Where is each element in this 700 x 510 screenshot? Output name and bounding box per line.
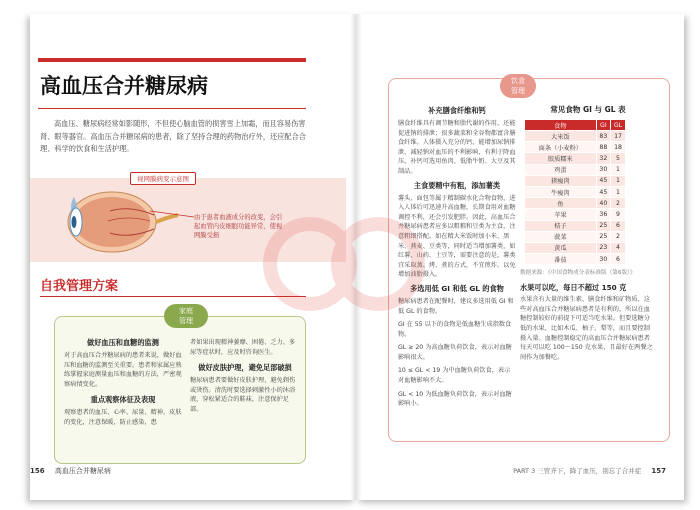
left-folio bbox=[30, 466, 111, 476]
table-cell: 桔子 bbox=[525, 220, 597, 231]
table-header-row bbox=[525, 120, 626, 131]
table-row bbox=[525, 175, 626, 186]
paragraph-monitoring: 对于高血压合并糖尿病的患者来说，做好血压和血糖的监测至关重要。患者和家属应熟练掌握家庭测量血压和血糖的方法，严密观察病情变化。 bbox=[64, 352, 182, 388]
table-row bbox=[525, 186, 626, 197]
table-header: GL bbox=[611, 120, 626, 131]
badge-label: 家庭 管理 bbox=[179, 307, 193, 325]
gi-table-title: 常见食物 GI 与 GL 表 bbox=[550, 105, 626, 114]
section-heading: 自我管理方案 bbox=[40, 279, 119, 294]
care-column-right bbox=[190, 338, 300, 420]
table-source-note: 数据来源：《中国食物成分表标准版（第6版）》 bbox=[520, 270, 636, 277]
paragraph-continued: 者如果出现精神萎靡、困倦、乏力、多尿等症状时，应及时咨询医生。 bbox=[190, 339, 296, 356]
table-cell: 25 bbox=[596, 231, 610, 242]
paragraph-gl-mid: 10 ≤ GL < 19 为中血糖负荷饮食，表示对血糖影响不大。 bbox=[398, 367, 511, 385]
table-cell: 胶质糯米 bbox=[525, 153, 597, 164]
table-cell: 30 bbox=[596, 254, 610, 265]
table-cell: 45 bbox=[596, 186, 610, 197]
eye-diagram bbox=[50, 185, 180, 259]
table-header: 食物 bbox=[525, 120, 597, 131]
table-row bbox=[525, 209, 626, 220]
page-number-right: 157 bbox=[651, 467, 666, 475]
table-cell: 5 bbox=[611, 153, 626, 164]
paragraph-gl-low: GL < 10 为低血糖负荷饮食，表示对血糖影响小。 bbox=[398, 390, 512, 408]
table-cell: 面条（小麦粉） bbox=[525, 142, 597, 153]
watermark-logo bbox=[250, 186, 440, 316]
table-cell: 25 bbox=[596, 220, 610, 231]
diagram-annotation: 由于患者血液成分的改变，会引起血管内皮细胞功能异常，使视网膜受损 bbox=[194, 214, 283, 239]
table-row bbox=[525, 231, 626, 242]
title-top-rule bbox=[38, 58, 306, 62]
right-folio bbox=[513, 466, 666, 475]
table-cell: 17 bbox=[611, 131, 626, 142]
pointer-line bbox=[150, 205, 196, 221]
diet-column-right bbox=[520, 104, 656, 366]
table-cell: 猪瘦肉 bbox=[525, 175, 597, 186]
subheading-skin-care: 做好皮肤护理，避免足部破损 bbox=[198, 363, 292, 372]
table-cell: 4 bbox=[611, 242, 626, 253]
table-cell: 32 bbox=[596, 153, 610, 164]
paragraph-skin-care: 糖尿病患者要做好皮肤护理，避免剃伤或烫伤。清洗时要选择刺激性小的沐浴液，穿松紧适合的鞋袜，注意保护足部。 bbox=[190, 377, 296, 413]
gi-gl-table bbox=[524, 119, 626, 265]
table-row bbox=[525, 153, 626, 164]
page-number-left: 156 bbox=[30, 467, 45, 475]
table-cell: 番茄 bbox=[525, 254, 597, 265]
table-cell: 鱼 bbox=[525, 198, 597, 209]
table-cell: 30 bbox=[596, 164, 610, 175]
table-cell: 83 bbox=[596, 131, 610, 142]
paragraph-gi-low: GI 在 55 以下的食物是低血糖生成指数食物。 bbox=[398, 321, 512, 338]
table-cell: 18 bbox=[611, 142, 626, 153]
table-cell: 45 bbox=[596, 175, 610, 186]
page-title: 高血压合并糖尿病 bbox=[40, 74, 208, 98]
table-header: GI bbox=[596, 120, 610, 131]
badge-label: 饮食 管理 bbox=[511, 77, 525, 95]
paragraph-staples: 薯头、面包等属于精制碳水化合物食物，进入人体后可迅速升高血糖，长期食用对血糖调控不利，还会引发肥胖。因此，高血压合并糖尿病患者应多以粗粮和豆类为主食，注意粗细搭配。如在精大米饭时加小米、黑米、燕麦、豆类等，同时适当增加薯类，如红薯、山药、土豆等，需要注意的是，薯类宜采取蒸、烤、煮的方式，不宜煎炸。以免增加油脂摄入。 bbox=[398, 194, 516, 279]
table-cell: 2 bbox=[611, 198, 626, 209]
table-cell: 23 bbox=[596, 242, 610, 253]
table-row bbox=[525, 242, 626, 253]
table-row bbox=[525, 142, 626, 153]
table-cell: 大米饭 bbox=[525, 131, 597, 142]
paragraph-fiber: 膳食纤维具有调节糖和脂代谢的作用，还能促进钠的排泄；很多蔬菜和全谷物都富含膳食纤维。人体摄入充分的钙，能增加尿钠排泄，减轻钠对血压的不利影响，有利于降血压。补钙可选用鱼肉、低脂牛奶、大豆及其制品。 bbox=[398, 120, 516, 175]
table-cell: 1 bbox=[611, 186, 626, 197]
title-bottom-rule bbox=[38, 108, 306, 109]
table-cell: 黄瓜 bbox=[525, 242, 597, 253]
paragraph-gi-gl: 糖尿病患者在配餐时，建议多选用低 GI 和低 GL 的食物。 bbox=[398, 297, 514, 315]
paragraph-gl-high: GL ≥ 20 为高血糖负荷饮食，表示对血糖影响很大。 bbox=[398, 344, 512, 361]
table-cell: 6 bbox=[611, 220, 626, 231]
subheading-fruit: 水果可以吃，每日不超过 150 克 bbox=[520, 283, 627, 293]
intro-paragraph: 高血压、糖尿病经常如影随形，不但使心脑血管的损害雪上加霜，而且容易伤害肾、眼等器官。高血压合并糖尿病的患者，除了坚持合理的药物治疗外，还应配合合理、科学的饮食和生活护理。 bbox=[40, 119, 306, 153]
table-cell: 40 bbox=[596, 198, 610, 209]
subheading-gi-gl: 多选用低 GI 和低 GL 的食物 bbox=[410, 283, 504, 293]
diet-badge bbox=[500, 74, 536, 98]
table-row bbox=[525, 220, 626, 231]
running-head-left: 高血压合并糖尿病 bbox=[54, 467, 111, 475]
table-cell: 苹果 bbox=[525, 209, 597, 220]
table-cell: 1 bbox=[611, 175, 626, 186]
home-care-badge bbox=[164, 304, 208, 328]
table-row bbox=[525, 164, 626, 175]
paragraph-fruit: 水果含有大量的维生素、膳食纤维和矿物质，这些对高血压合并糖尿病患者是有利的，所以在血糖控制较好的前提下可适当吃水果。但要选糖分低的水果，比如木瓜、柚子、梨等，而且要控制摄入量。血糖控制稳定的高血压合并糖尿病患者每天可以吃 100～150 克水果，且最好在两餐之间作为加餐吃。 bbox=[520, 296, 653, 361]
subheading-fiber: 补充膳食纤维和钙 bbox=[428, 106, 486, 115]
table-cell: 9 bbox=[611, 209, 626, 220]
table-cell: 菠菜 bbox=[525, 231, 597, 242]
care-column-left bbox=[64, 338, 182, 433]
subheading-staples: 主食要精中有粗，添加薯类 bbox=[413, 180, 501, 190]
table-row bbox=[525, 198, 626, 209]
table-cell: 牛瘦肉 bbox=[525, 186, 597, 197]
paragraph-observation: 观察患者的血压、心率、尿量、精神、皮肤的变化，注意保暖，防止感染，患 bbox=[64, 409, 182, 426]
table-cell: 2 bbox=[611, 231, 626, 242]
table-cell: 36 bbox=[596, 209, 610, 220]
table-cell: 6 bbox=[611, 254, 626, 265]
running-head-right: PART 3 三管齐下，降了血压，别忘了合并症 bbox=[513, 467, 642, 475]
table-cell: 鸡蛋 bbox=[525, 164, 597, 175]
subheading-observation: 重点观察体征及表现 bbox=[90, 395, 156, 404]
table-row bbox=[525, 131, 626, 142]
table-row bbox=[525, 254, 626, 265]
diagram-caption: 视网膜病变示意图 bbox=[130, 172, 196, 185]
table-cell: 1 bbox=[611, 164, 626, 175]
subheading-monitoring: 做好血压和血糖的监测 bbox=[87, 338, 159, 347]
table-cell: 88 bbox=[596, 142, 610, 153]
